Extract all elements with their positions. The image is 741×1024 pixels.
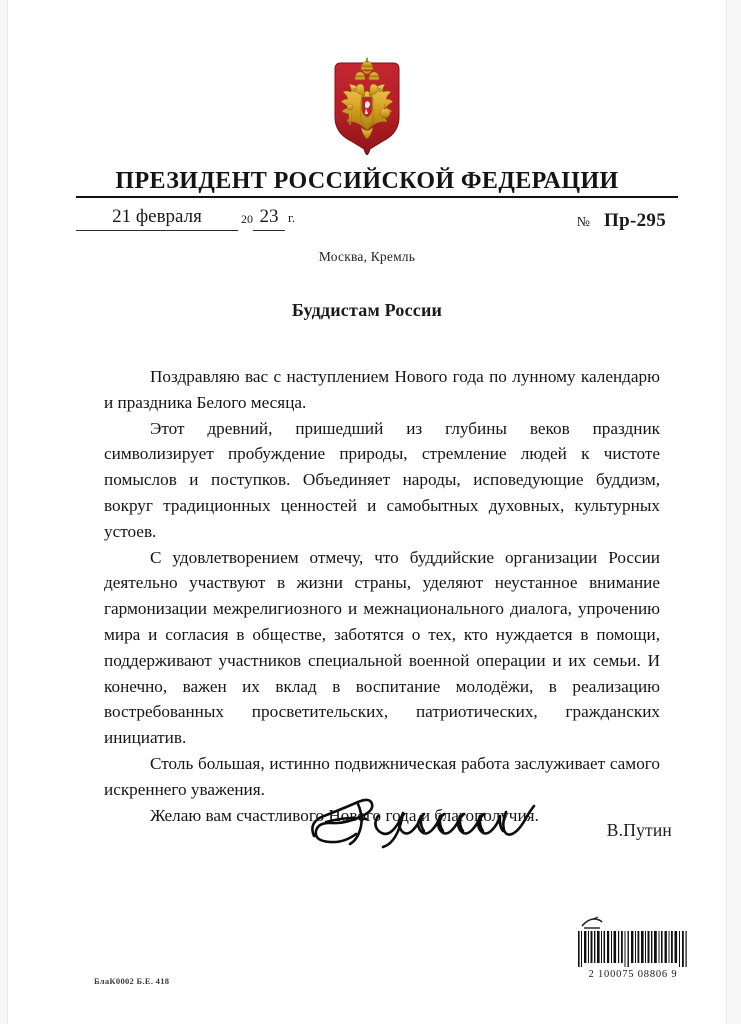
document-meta-row	[76, 206, 666, 240]
barcode-bars	[577, 931, 689, 967]
document-number-value: Пр-295	[604, 210, 666, 231]
document-number	[577, 210, 666, 232]
document-body	[104, 364, 660, 828]
signature-name: В.Путин	[606, 820, 672, 840]
document-addressee: Буддистам России	[291, 300, 443, 320]
signature-area	[104, 792, 672, 868]
footer-stamp: БлаК0002 Б.Е. 418	[94, 976, 170, 986]
barcode-block	[574, 916, 692, 980]
document-place: Москва, Кремль	[318, 249, 416, 264]
date-year: 23	[253, 206, 285, 231]
barcode-digits: 2 100075 08806 9	[588, 969, 678, 980]
document-page	[8, 0, 726, 1024]
body-paragraph: Этот древний, пришедший из глубины веков праздник символизирует пробуждение природы, стремление людей к чистоте помыслов и поступков. Объединяет народы, исповедующие буддизм, вокруг традиционных ценностей и самобытных духовных, культурных устоев.	[104, 418, 660, 541]
number-sign-icon: №	[576, 215, 591, 230]
emblem-container	[8, 57, 726, 155]
body-paragraph: Столь большая, истинно подвижническая работа заслуживает самого искреннего уважения.	[104, 753, 660, 799]
body-paragraph: С удовлетворением отмечу, что буддийские организации России деятельно участвуют в жизни страны, уделяют неустанное внимание гармонизации межрелигиозного и межнационального диалога, упрочению мира и согласия в обществе, заботятся о тех, кто нуждается в помощи, поддерживают участников специальной военной операции и их семьи. И конечно, важен их вклад в воспитание молодёжи, в реализацию востребованных просветительских, патриотических, гражданских инициатив.	[104, 547, 660, 748]
coat-of-arms-russian-federation-icon	[329, 57, 405, 155]
page-title: ПРЕЗИДЕНТ РОССИЙСКОЙ ФЕДЕРАЦИИ	[115, 168, 619, 194]
document-date	[76, 206, 295, 231]
barcode-top-mark-icon	[580, 916, 606, 929]
handwritten-signature-icon	[300, 792, 560, 858]
body-paragraph: Желаю вам счастливого Нового года и благополучия.	[150, 805, 539, 825]
date-suffix: г.	[288, 210, 296, 225]
header-divider	[76, 196, 678, 198]
date-day-month: 21 февраля	[76, 206, 238, 231]
date-century: 20	[241, 212, 253, 226]
body-paragraph: Поздравляю вас с наступлением Нового года по лунному календарю и праздника Белого месяца.	[104, 367, 660, 412]
